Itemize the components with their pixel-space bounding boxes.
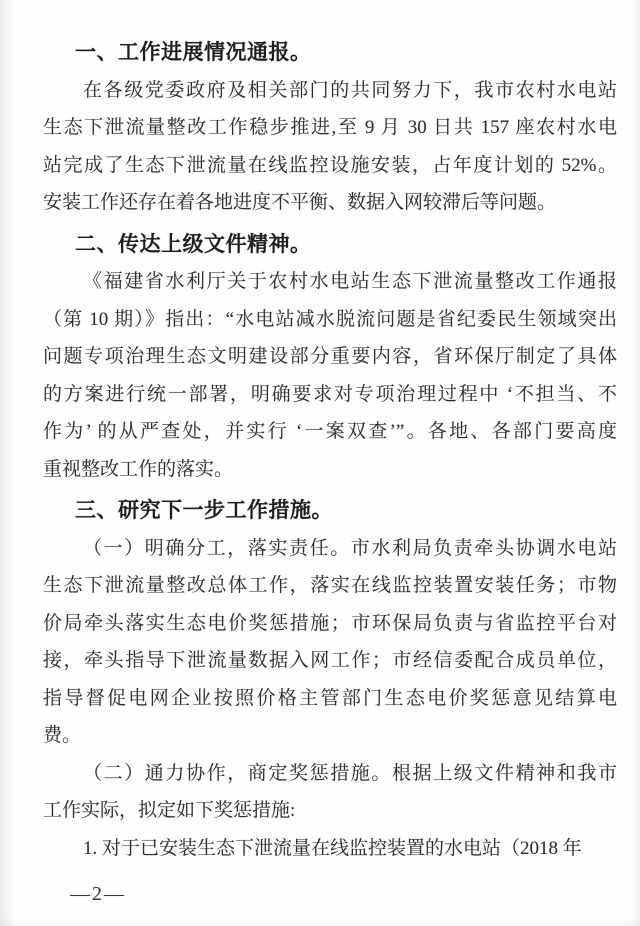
section-2-heading: 二、传达上级文件精神。	[75, 232, 312, 256]
section-3-heading: 三、研究下一步工作措施。	[75, 499, 333, 522]
text-line: 《福建省水利厅关于农村水电站生态下泄流量整改工作通报	[83, 271, 617, 292]
document-body	[43, 34, 617, 867]
section-progress-report	[43, 34, 617, 222]
text-line: 工作实际，拟定如下奖惩措施:	[43, 800, 296, 821]
text-line: 指导督促电网企业按照价格主管部门生态电价奖惩意见结算电	[43, 687, 617, 709]
section-next-work-measures	[43, 492, 617, 867]
text-line: （一）明确分工，落实责任。市水利局负责牵头协调水电站	[83, 537, 617, 559]
text-line: 在各级党委政府及相关部门的共同努力下，我市农村水电站	[83, 79, 617, 101]
section-3-paragraph-2	[43, 755, 617, 830]
text-line: 问题专项治理生态文明建设部分重要内容，省环保厅制定了具体	[43, 346, 617, 367]
section-superior-document-spirit	[43, 226, 617, 489]
section-2-paragraph-1	[43, 263, 617, 488]
text-line: 1. 对于已安装生态下泄流量在线监控装置的水电站（2018 年	[83, 837, 582, 859]
text-line: 的方案进行统一部署，明确要求对专项治理过程中 ‘不担当、不	[43, 383, 617, 405]
text-line: 重视整改工作的落实。	[43, 458, 234, 480]
text-line: （第 10 期）》指出：“水电站减水脱流问题是省纪委民生领域突出	[43, 308, 617, 330]
text-line: 费。	[43, 725, 82, 746]
scan-shadow-bottom	[0, 918, 640, 926]
text-line: （二）通力协作，商定奖惩措施。根据上级文件精神和我市	[83, 762, 617, 784]
page-number: —2—	[70, 883, 126, 905]
text-line: 接，牵头指导下泄流量数据入网工作；市经信委配合成员单位，	[43, 650, 617, 671]
section-1-heading: 一、工作进展情况通报。	[75, 41, 312, 64]
scan-shadow-left	[0, 0, 14, 926]
section-1-paragraph-1	[43, 72, 617, 222]
text-line: 生态下泄流量整改总体工作，落实在线监控装置安装任务；市物	[43, 575, 617, 596]
scan-shadow-right	[630, 0, 640, 926]
text-line: 价局牵头落实生态电价奖惩措施；市环保局负责与省监控平台对	[43, 612, 617, 634]
section-3-paragraph-1	[43, 530, 617, 755]
text-line: 生态下泄流量整改工作稳步推进,至 9 月 30 日共 157 座农村水电	[43, 117, 617, 138]
text-line: 站完成了生态下泄流量在线监控设施安装，占年度计划的 52%。	[43, 154, 617, 176]
text-line: 作为’ 的从严查处，并实行 ‘一案双查’”。各地、各部门要高度	[43, 421, 617, 442]
text-line: 安装工作还存在着各地进度不平衡、数据入网较滞后等问题。	[43, 192, 557, 213]
section-3-paragraph-3	[43, 830, 617, 868]
